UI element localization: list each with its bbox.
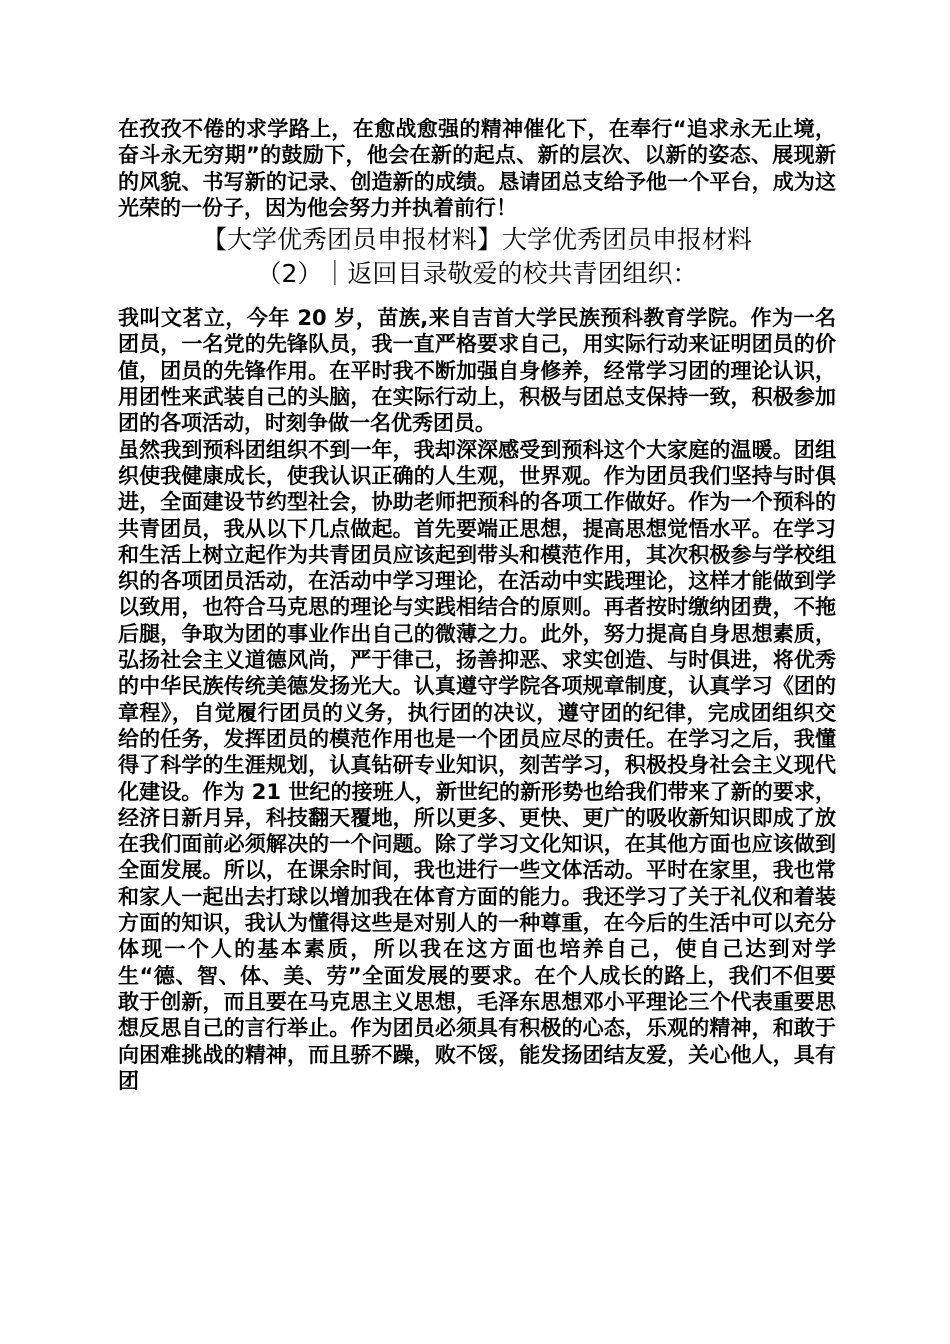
body-paragraph-2: 虽然我到预科团组织不到一年，我却深深感受到预科这个大家庭的温暖。团组织使我健康成长，使我认识正确的人生观，世界观。作为团员我们坚持与时俱进，全面建设节约型社会，协助老师把预科的各项工作做好。作为一个预科的共青团员，我从以下几点做起。首先要端正思想，提高思想觉悟水平。在学习和生活上树立起作为共青团员应该起到带头和模范作用，其次积极参与学校组织的各项团员活动，在活动中学习理论，在活动中实践理论，这样才能做到学以致用，也符合马克思的理论与实践相结合的原则。再者按时缴纳团费，不拖后腿，争取为团的事业作出自己的微薄之力。此外，努力提高自身思想素质，弘扬社会主义道德风尚，严于律己，扬善抑恶、求实创造、与时俱进，将优秀的中华民族传统美德发扬光大。认真遵守学院各项规章制度，认真学习《团的章程》，自觉履行团员的义务，执行团的决议，遵守团的纪律，完成团组织交给的任务，发挥团员的模范作用也是一个团员应尽的责任。在学习之后，我懂得了科学的生涯规划，认真钻研专业知识，刻苦学习，积极投身社会主义现代化建设。作为 21 世纪的接班人，新世纪的新形势也给我们带来了新的要求，经济日新月异，科技翻天覆地，所以更多、更快、更广的吸收新知识即成了放在我们面前必须解决的一个问题。除了学习文化知识，在其他方面也应该做到全面发展。所以，在课余时间，我也进行一些文体活动。平时在家里，我也常和家人一起出去打球以增加我在体育方面的能力。我还学习了关于礼仪和着装方面的知识，我认为懂得这些是对别人的一种尊重，在今后的生活中可以充分体现一个人的基本素质，所以我在这方面也培养自己，使自己达到对学生“德、智、体、美、劳”全面发展的要求。在个人成长的路上，我们不但要敢于创新，而且要在马克思主义思想，毛泽东思想邓小平理论三个代表重要思想反思自己的言行举止。作为团员必须具有积极的心态，乐观的精神，和敢于向困难挑战的精神，而且骄不躁，败不馁，能发扬团结友爱，关心他人，具有团 [118, 437, 836, 1093]
section-heading [118, 223, 836, 291]
section-heading-line-2: （2）｜返回目录敬爱的校共青团组织： [256, 259, 698, 289]
intro-paragraph: 在孜孜不倦的求学路上，在愈战愈强的精神催化下，在奉行“追求永无止境，奋斗永无穷期”的鼓励下，他会在新的起点、新的层次、以新的姿态、展现新的风貌、书写新的记录、创造新的成绩。恳请团总支给予他一个平台，成为这光荣的一份子，因为他会努力并执着前行！ [118, 117, 836, 220]
document-page [118, 116, 836, 1094]
body-paragraph-1: 我叫文茗立，今年 20 岁，苗族,来自吉首大学民族预科教育学院。作为一名团员，一名党的先锋队员，我一直严格要求自己，用实际行动来证明团员的价值，团员的先锋作用。在平时我不断加强自身修养，经常学习团的理论认识，用团性来武装自己的头脑，在实际行动上，积极与团总支保持一致，积极参加团的各项活动，时刻争做一名优秀团员。 [118, 306, 836, 436]
section-heading-line-1: 【大学优秀团员申报材料】大学优秀团员申报材料 [201, 225, 752, 255]
